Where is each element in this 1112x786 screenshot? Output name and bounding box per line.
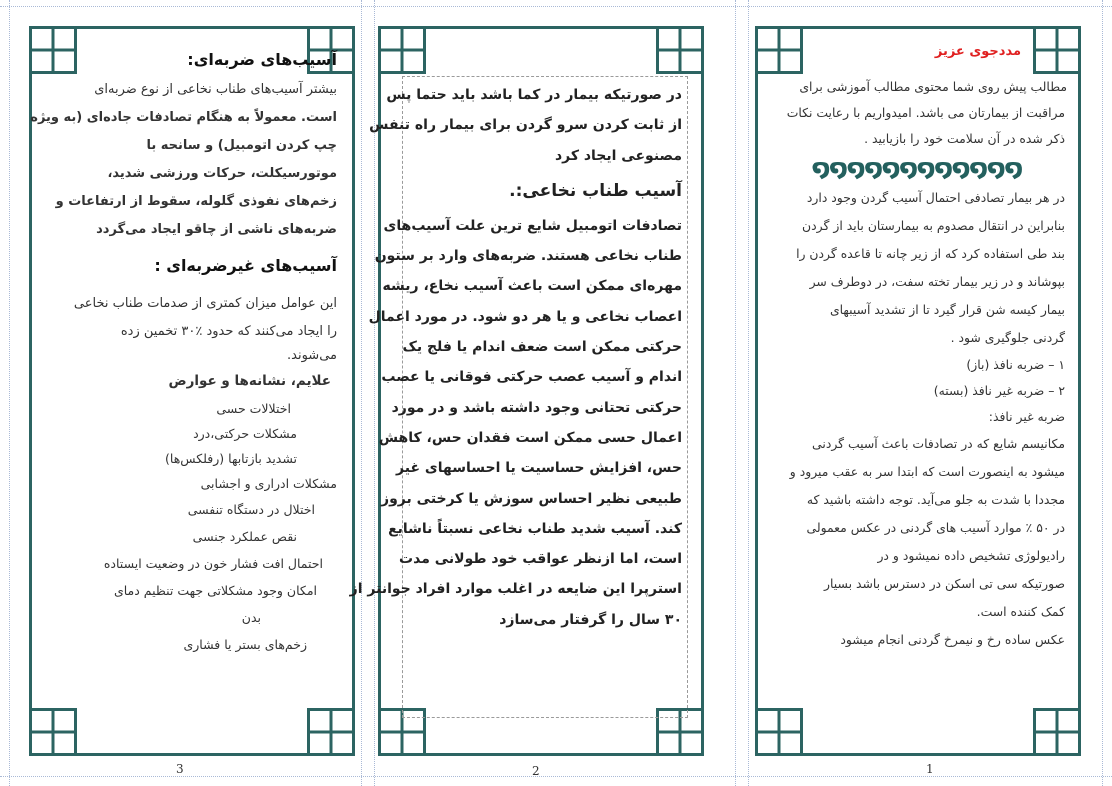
- list-item: احتمال افت فشار خون در وضعیت ایستاده: [103, 556, 323, 571]
- text-line: ۳۰ سال را گرفتار می‌سازد: [499, 611, 682, 628]
- text-line: طناب نخاعی هستند. ضربه‌های وارد بر ستون: [374, 248, 682, 265]
- text-line: صورتیکه سی تی اسکن در دسترس باشد بسیار: [824, 576, 1065, 591]
- list-item: زخم‌های بستر یا فشاری: [183, 637, 307, 652]
- text-line: این عوامل میزان کمتری از صدمات طناب نخاعی: [73, 296, 337, 311]
- text-line: بند طی استفاده کرد که از زیر چانه تا قاعده گردن را: [796, 246, 1065, 261]
- text-line: تصادفات اتومبیل شایع ترین علت آسیب‌های: [383, 217, 682, 234]
- list-item: مشکلات ادراری و اجشابی: [200, 476, 337, 491]
- text-line: حرکتی ممکن است ضعف اندام یا فلج یک: [402, 339, 682, 356]
- panel-3-content: [30, 48, 337, 658]
- heading-traumatic-injuries: آسیب‌های ضربه‌ای:: [187, 50, 337, 69]
- text-line: در هر بیمار تصادفی احتمال آسیب گردن وجود دارد: [806, 190, 1065, 205]
- page-guide: [748, 0, 749, 786]
- heading-spinal-cord-injury: [404, 171, 682, 211]
- page-guide: [0, 6, 1112, 7]
- text-line: میشود به اینصورت است که ابتدا سر به عقب میرود و: [789, 464, 1065, 479]
- text-line: ضربه‌های ناشی از چاقو ایجاد می‌گردد: [96, 222, 337, 237]
- heading-dot: .: [509, 180, 516, 201]
- text-line: از ثابت کردن سرو گردن برای بیمار راه تنفس: [369, 117, 682, 134]
- text-line: زخم‌های نفوذی گلوله، سقوط از ارتفاعات و: [55, 194, 337, 209]
- brochure-panel-1: [755, 26, 1081, 756]
- text-line: عکس ساده رخ و نیمرخ گردنی انجام میشود: [840, 632, 1065, 647]
- intro-paragraph: [775, 74, 1065, 152]
- text-line: مکانیسم شایع که در تصادفات باعث آسیب گردنی: [812, 436, 1065, 451]
- injury-type-list: [769, 352, 1065, 404]
- page-guide: [735, 0, 736, 786]
- text-line: چپ کردن اتومبیل) و سانحه با: [146, 138, 337, 153]
- text-line: بیشتر آسیب‌های طناب نخاعی از نوع ضربه‌ای: [94, 82, 337, 97]
- list-item: ۱ – ضربه نافذ (باز): [966, 357, 1065, 372]
- text-line: مهره‌ای ممکن است باعث آسیب نخاع، ریشه: [382, 278, 682, 295]
- page-guide: [361, 0, 362, 786]
- signs-heading: علایم، نشانه‌ها و عوارض: [168, 373, 331, 389]
- text-line: را ایجاد می‌کنند که حدود ٪۳۰ تخمین زده: [120, 324, 337, 339]
- text-line: اعمال حسی ممکن است فقدان حس، کاهش: [378, 429, 682, 446]
- text-line: در ۵۰ ٪ موارد آسیب های گردنی در عکس معمولی: [806, 520, 1065, 535]
- page-guide: [1102, 0, 1103, 786]
- text-line: کند. آسیب شدید طناب نخاعی نسبتاً ناشایع: [388, 520, 682, 537]
- text-line: کمک کننده است.: [976, 604, 1065, 619]
- page-number: 3: [176, 762, 184, 776]
- text-line: مطالب پیش روی شما محتوی مطالب آموزشی برای: [799, 79, 1067, 94]
- text-line: طبیعی نظیر احساس سوزش یا کرختی بروز: [381, 490, 682, 507]
- list-item: نقص عملکرد جنسی: [192, 529, 297, 544]
- page-number: 2: [532, 764, 540, 778]
- text-line: اعصاب نخاعی و یا هر دو شود. در مورد اعمال: [368, 308, 682, 325]
- body-paragraph: [769, 184, 1065, 352]
- panel-2-content: [349, 80, 682, 635]
- panel-1-content: [769, 40, 1065, 654]
- text-line: ذکر شده در آن سلامت خود را بازیابید .: [864, 131, 1065, 146]
- list-item: بدن: [241, 610, 261, 625]
- text-line: موتورسیکلت، حرکات ورزشی شدید،: [107, 166, 337, 181]
- list-item: اختلال در دستگاه تنفسی: [187, 502, 315, 517]
- text-line: بیمار کیسه شن قرار گیرد تا از تشدید آسیبهای: [829, 302, 1065, 317]
- list-item: اختلالات حسی: [216, 401, 291, 416]
- text-line: مراقبت از بیمارتان می باشد. امیدواریم با رعایت نکات: [786, 105, 1065, 120]
- body-paragraph-2: [769, 430, 1065, 654]
- text-line: مجددا با شدت به جلو می‌آید. توجه داشته باشید که: [806, 492, 1065, 507]
- sub-heading: ضربه غیر نافذ:: [988, 409, 1065, 424]
- text-line: بنابراین در انتقال مصدوم به بیمارستان باید از گردن: [802, 218, 1065, 233]
- text-line: حرکتی تحتانی وجود داشته باشد و در مورد: [391, 399, 682, 416]
- text-line: است، اما ازنظر عواقب خود طولانی مدت: [399, 551, 682, 568]
- text-line: است. معمولاً به هنگام تصادفات جاده‌ای (به ویژه: [30, 110, 337, 125]
- text-line: بپوشاند و در زیر بیمار تخته سفت، در دوطرف سر: [809, 274, 1065, 289]
- text-line: استرپرا این ضایعه در اغلب موارد افراد جوانتر از: [349, 581, 682, 598]
- list-item: مشکلات حرکتی،درد: [193, 426, 297, 441]
- page-guide: [9, 0, 10, 786]
- decorative-ornament: ໑໑໑໑໑໑໑໑໑໑໑໑: [811, 154, 1023, 182]
- page-number: 1: [926, 762, 934, 776]
- heading-text: آسیب طناب نخاعی:: [515, 180, 682, 201]
- heading-nontraumatic-injuries: آسیب‌های غیرضربه‌ای :: [154, 256, 337, 275]
- list-item: ۲ – ضربه غیر نافذ (بسته): [933, 383, 1065, 398]
- page-guide: [0, 776, 1112, 777]
- text-line: مصنوعی ایجاد کرد: [554, 147, 682, 164]
- text-line: حس، افزایش حساسیت یا احساسهای غیر: [396, 460, 682, 477]
- text-line: رادیولوژی تشخیص داده نمیشود و در: [877, 548, 1065, 563]
- brochure-panel-3: [29, 26, 355, 756]
- text-line: می‌شوند.: [287, 348, 337, 363]
- brochure-panel-2: [349, 26, 704, 756]
- list-item: تشدید بازتابها (رفلکس‌ها): [165, 451, 297, 466]
- paragraph-traumatic: [30, 76, 337, 244]
- text-line: گردنی جلوگیری شود .: [950, 330, 1065, 345]
- signs-list: [51, 396, 337, 658]
- greeting-title: مددجوی عزیز: [934, 44, 1021, 59]
- list-item: امکان وجود مشکلاتی جهت تنظیم دمای: [113, 583, 317, 598]
- text-line: در صورتیکه بیمار در کما باشد باید حتما پس: [386, 87, 682, 103]
- paragraph-nontraumatic: [51, 290, 337, 366]
- text-line: اندام و آسیب عصب حرکتی فوقانی یا عصب: [381, 369, 682, 386]
